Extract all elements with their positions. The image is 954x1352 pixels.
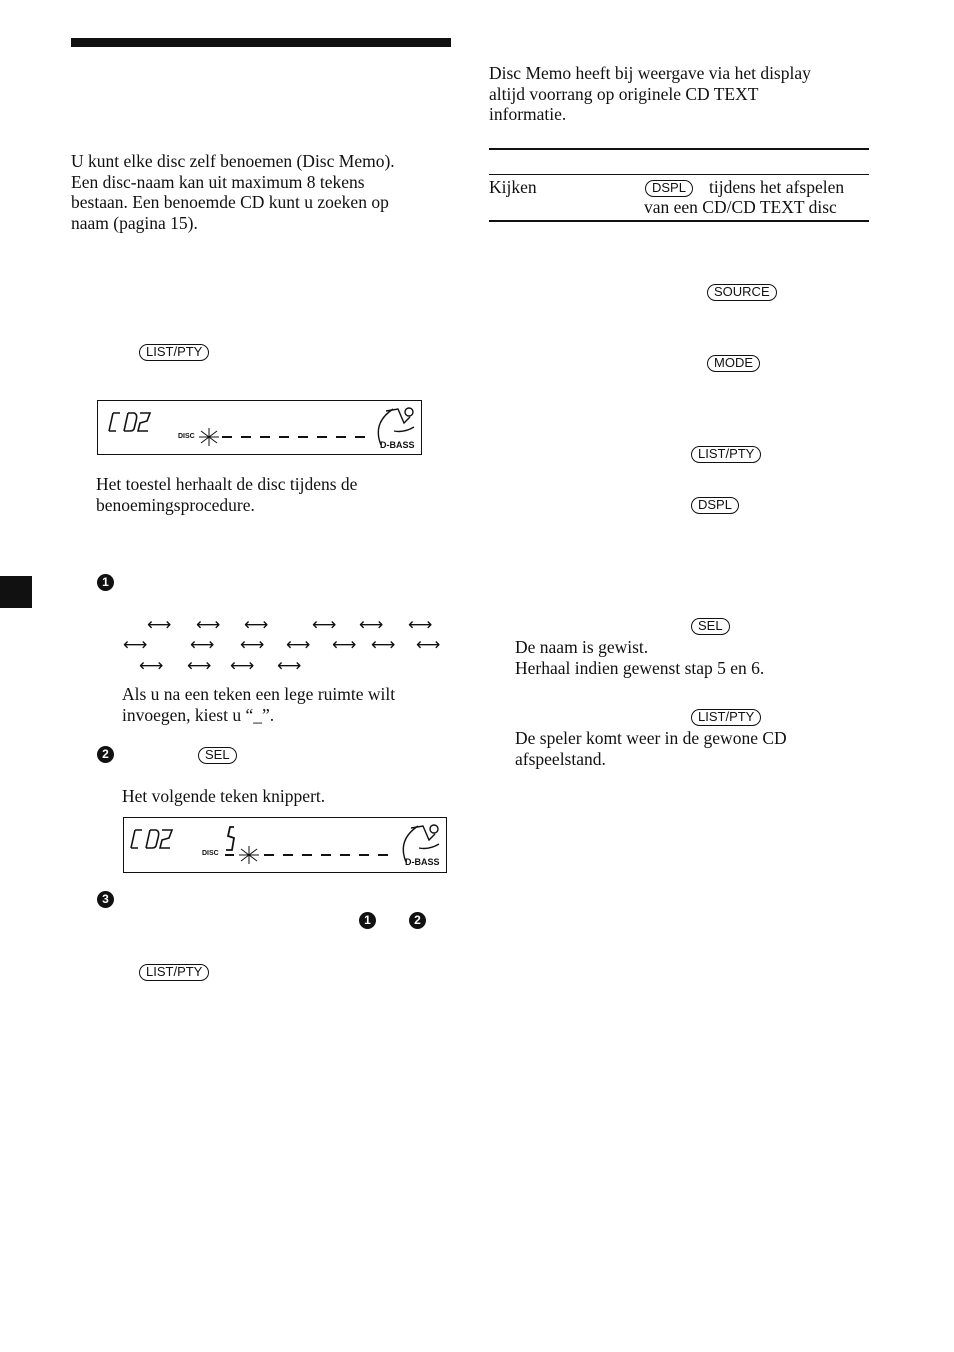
table-row-label: Kijken: [489, 177, 537, 197]
list-pty-button[interactable]: LIST/PTY: [139, 344, 209, 361]
blink-cursor-icon: [199, 428, 219, 446]
lcd-display-1-graphic: [98, 401, 423, 456]
table-bottom-rule: [489, 220, 869, 222]
table-row-text-2: van een CD/CD TEXT disc: [644, 197, 837, 217]
double-arrow-icon: ⟷: [240, 635, 265, 655]
dspl-button[interactable]: DSPL: [645, 180, 693, 197]
sel-button[interactable]: SEL: [691, 618, 730, 635]
double-arrow-icon: ⟷: [147, 615, 172, 635]
disc-label: DISC: [202, 850, 219, 857]
priority-note-line: Disc Memo heeft bij weergave via het display: [489, 63, 811, 83]
blink-cursor-icon: [239, 846, 259, 864]
repeat-note: [96, 474, 436, 515]
side-tab-marker: [0, 576, 32, 608]
return-note: [515, 728, 875, 769]
table-row-text-1: tijdens het afspelen: [709, 177, 845, 197]
intro-line: U kunt elke disc zelf benoemen (Disc Memo).: [71, 151, 395, 171]
substep-1-marker: 1: [97, 574, 114, 591]
intro-line: bestaan. Een benoemde CD kunt u zoeken op: [71, 192, 389, 212]
list-pty-button[interactable]: LIST/PTY: [139, 964, 209, 981]
double-arrow-icon: ⟷: [196, 615, 221, 635]
source-button[interactable]: SOURCE: [707, 284, 777, 301]
dspl-button[interactable]: DSPL: [691, 497, 739, 514]
sel-button[interactable]: SEL: [198, 747, 237, 764]
substep-2-marker: 2: [97, 746, 114, 763]
erased-note: [515, 637, 875, 678]
double-arrow-icon: ⟷: [123, 635, 148, 655]
double-arrow-icon: ⟷: [230, 656, 255, 676]
substep-3-marker: 3: [97, 891, 114, 908]
dbass-label: D-BASS: [380, 440, 415, 450]
substep-ref-1-marker: 1: [359, 912, 376, 929]
double-arrow-icon: ⟷: [371, 635, 396, 655]
double-arrow-icon: ⟷: [139, 656, 164, 676]
space-note-line: Als u na een teken een lege ruimte wilt: [122, 684, 396, 704]
double-arrow-icon: ⟷: [408, 615, 433, 635]
double-arrow-icon: ⟷: [332, 635, 357, 655]
segment-cd2: [109, 413, 150, 431]
double-arrow-icon: ⟷: [277, 656, 302, 676]
lcd-display-2: [123, 817, 447, 873]
substep-ref-2-marker: 2: [409, 912, 426, 929]
intro-paragraph: [71, 151, 451, 233]
repeat-note-line: Het toestel herhaalt de disc tijdens de: [96, 474, 358, 494]
priority-note: [489, 63, 879, 125]
list-pty-button[interactable]: LIST/PTY: [691, 446, 761, 463]
mode-button[interactable]: MODE: [707, 355, 760, 372]
space-note-line: invoegen, kiest u “_”.: [122, 704, 275, 725]
segment-cd2: [131, 830, 172, 848]
double-arrow-icon: ⟷: [244, 615, 269, 635]
intro-line: Een disc-naam kan uit maximum 8 tekens: [71, 171, 365, 192]
priority-note-line: altijd voorrang op originele CD TEXT: [489, 83, 759, 104]
space-note: [122, 684, 452, 725]
double-arrow-icon: ⟷: [359, 615, 384, 635]
erased-note-line: Herhaal indien gewenst stap 5 en 6.: [515, 657, 765, 678]
lcd-display-1: [97, 400, 422, 455]
return-note-line: De speler komt weer in de gewone CD: [515, 728, 787, 748]
section-header-bar: [71, 38, 451, 47]
disc-label: DISC: [178, 433, 195, 440]
return-note-line: afspeelstand.: [515, 748, 606, 769]
double-arrow-icon: ⟷: [416, 635, 441, 655]
list-pty-button[interactable]: LIST/PTY: [691, 709, 761, 726]
double-arrow-icon: ⟷: [286, 635, 311, 655]
table-header-rule: [489, 174, 869, 175]
double-arrow-icon: ⟷: [312, 615, 337, 635]
dbass-label: D-BASS: [405, 857, 440, 867]
repeat-note-line: benoemingsprocedure.: [96, 494, 255, 515]
selected-character-label: S: [124, 818, 125, 819]
lcd-display-2-graphic: [124, 818, 448, 874]
next-char-note: Het volgende teken knippert.: [122, 786, 326, 806]
double-arrow-icon: ⟷: [190, 635, 215, 655]
intro-line: naam (pagina 15).: [71, 212, 198, 233]
priority-note-line: informatie.: [489, 104, 567, 124]
selected-character-s: [226, 827, 234, 850]
double-arrow-icon: ⟷: [187, 656, 212, 676]
table-top-rule: [489, 148, 869, 150]
erased-note-line: De naam is gewist.: [515, 637, 649, 657]
